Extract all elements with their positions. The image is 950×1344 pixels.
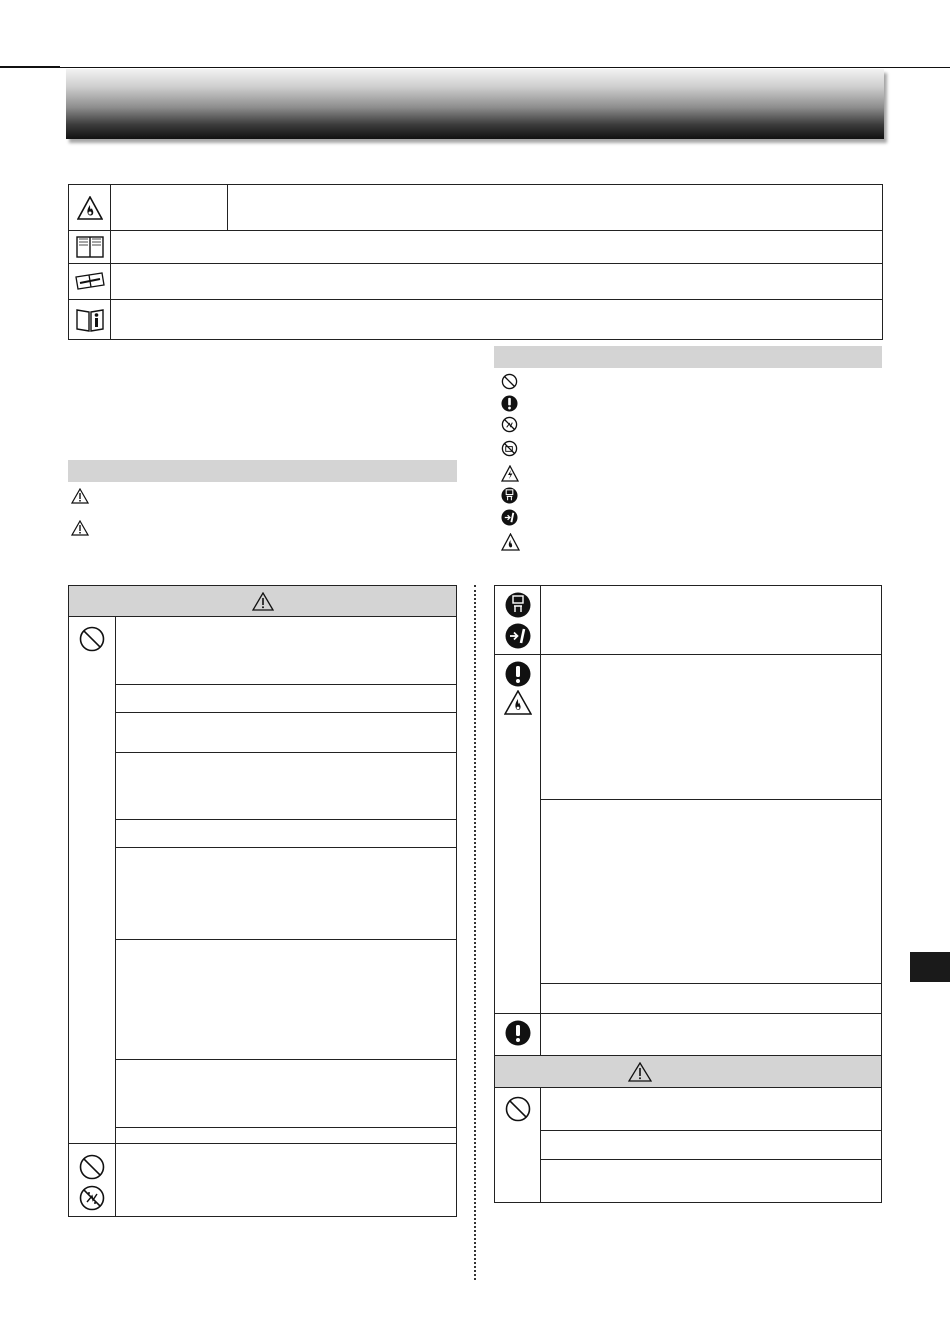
unplug-icon: [501, 487, 518, 504]
section-banner: [66, 69, 884, 139]
no-water-icon: [501, 416, 518, 433]
no-wet-hands-icon: [501, 440, 518, 457]
prohibited-icon: [503, 1094, 533, 1124]
warning-triangle-icon: [71, 488, 89, 504]
mandatory-icon: [504, 1019, 532, 1047]
flammable-warning-icon: [69, 185, 110, 230]
no-water-icon: [77, 1183, 107, 1213]
warning-header-icon: [252, 592, 274, 611]
prohibited-icon: [501, 373, 518, 390]
warning-box-header: [69, 586, 456, 617]
manual-book-icon: [69, 231, 110, 263]
caution-triangle-icon: [71, 520, 89, 536]
prohibited-icon: [77, 1152, 107, 1182]
symbols-table: [68, 184, 883, 340]
ground-icon: [501, 509, 518, 526]
ground-icon: [504, 622, 532, 650]
mandatory-icon: [504, 660, 532, 688]
signal-words-header: [68, 460, 457, 482]
service-manual-icon: [69, 264, 110, 299]
column-divider: [474, 585, 476, 1280]
prohibited-icon: [77, 624, 107, 654]
section-tab: [910, 952, 950, 982]
unplug-icon: [504, 591, 532, 619]
top-rule: [0, 67, 950, 68]
info-manual-icon: [69, 300, 110, 339]
fire-icon: [501, 533, 520, 551]
caution-header-icon: [628, 1062, 652, 1082]
electric-shock-icon: [501, 465, 519, 482]
caution-box-header: [495, 1055, 881, 1088]
warning-box: [68, 585, 457, 1217]
fire-icon: [503, 688, 533, 716]
mandatory-icon: [501, 395, 518, 412]
meaning-list-header: [494, 346, 882, 368]
warning-box-continued: [494, 585, 882, 1203]
